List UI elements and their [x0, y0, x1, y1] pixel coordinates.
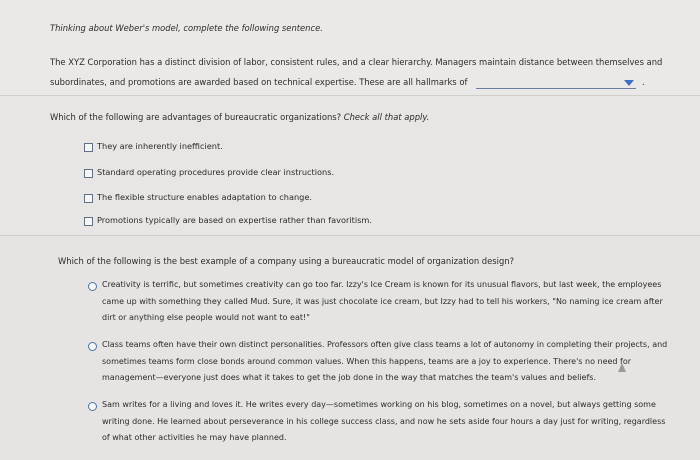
- q1-sentence-line-1: The XYZ Corporation has a distinct division of labor, consistent rules, and a clear hierarchy. Managers maintain distance between themselves and: [50, 57, 663, 67]
- q3-option-3-radio[interactable]: [88, 402, 97, 411]
- q2-option-2-label[interactable]: Standard operating procedures provide clear instructions.: [97, 167, 335, 177]
- q2-hint: Check all that apply.: [343, 112, 430, 122]
- q2-option-3-label[interactable]: The flexible structure enables adaptation to change.: [97, 192, 312, 202]
- q3-question: Which of the following is the best example of a company using a bureaucratic model of organization design?: [58, 256, 515, 266]
- q1-answer-dropdown[interactable]: [476, 78, 636, 89]
- q3-option-2-radio[interactable]: [88, 342, 97, 351]
- q2-option-4-checkbox[interactable]: [84, 217, 93, 226]
- q1-sentence-line-2: subordinates, and promotions are awarded based on technical expertise. These are all hallmarks of: [50, 77, 468, 87]
- q1-period: .: [642, 77, 645, 87]
- q1-instruction: Thinking about Weber's model, complete the following sentence.: [50, 23, 323, 33]
- q2-option-1-label[interactable]: They are inherently inefficient.: [97, 141, 223, 151]
- chevron-down-icon[interactable]: [624, 80, 634, 86]
- q2-option-3-checkbox[interactable]: [84, 194, 93, 203]
- q3-option-3-label[interactable]: Sam writes for a living and loves it. He writes every day—sometimes working on his blog, sometimes on a novel, but always getting some writing done. He learned about perseverance in his college success class, and now he sets aside four hours a day just for writing, regardless of what other activities he may have planned.: [102, 400, 666, 442]
- q2-option-4-label[interactable]: Promotions typically are based on expertise rather than favoritism.: [97, 215, 372, 225]
- q2-option-2-checkbox[interactable]: [84, 169, 93, 178]
- q3-option-1-label[interactable]: Creativity is terrific, but sometimes creativity can go too far. Izzy's Ice Cream is known for its unusual flavors, but last week, the employees came up with something they called Mud. Sure, it was just chocolate ice cream, but Izzy had to tell his workers, "No naming ice cream after dirt or anything else people would not want to eat!": [102, 280, 663, 322]
- q2-question: Which of the following are advantages of bureaucratic organizations? Check all that apply.: [50, 112, 430, 122]
- q2-option-1-checkbox[interactable]: [84, 143, 93, 152]
- q3-option-1-radio[interactable]: [88, 282, 97, 291]
- mouse-cursor-icon: [618, 363, 626, 372]
- q3-option-2-label[interactable]: Class teams often have their own distinct personalities. Professors often give class teams a lot of autonomy in completing their projects, and sometimes teams form close bonds around common values. When this happens, teams are a joy to experience. There's no need for management—everyone just does what it takes to get the job done in the way that matches the team's values and beliefs.: [102, 340, 668, 382]
